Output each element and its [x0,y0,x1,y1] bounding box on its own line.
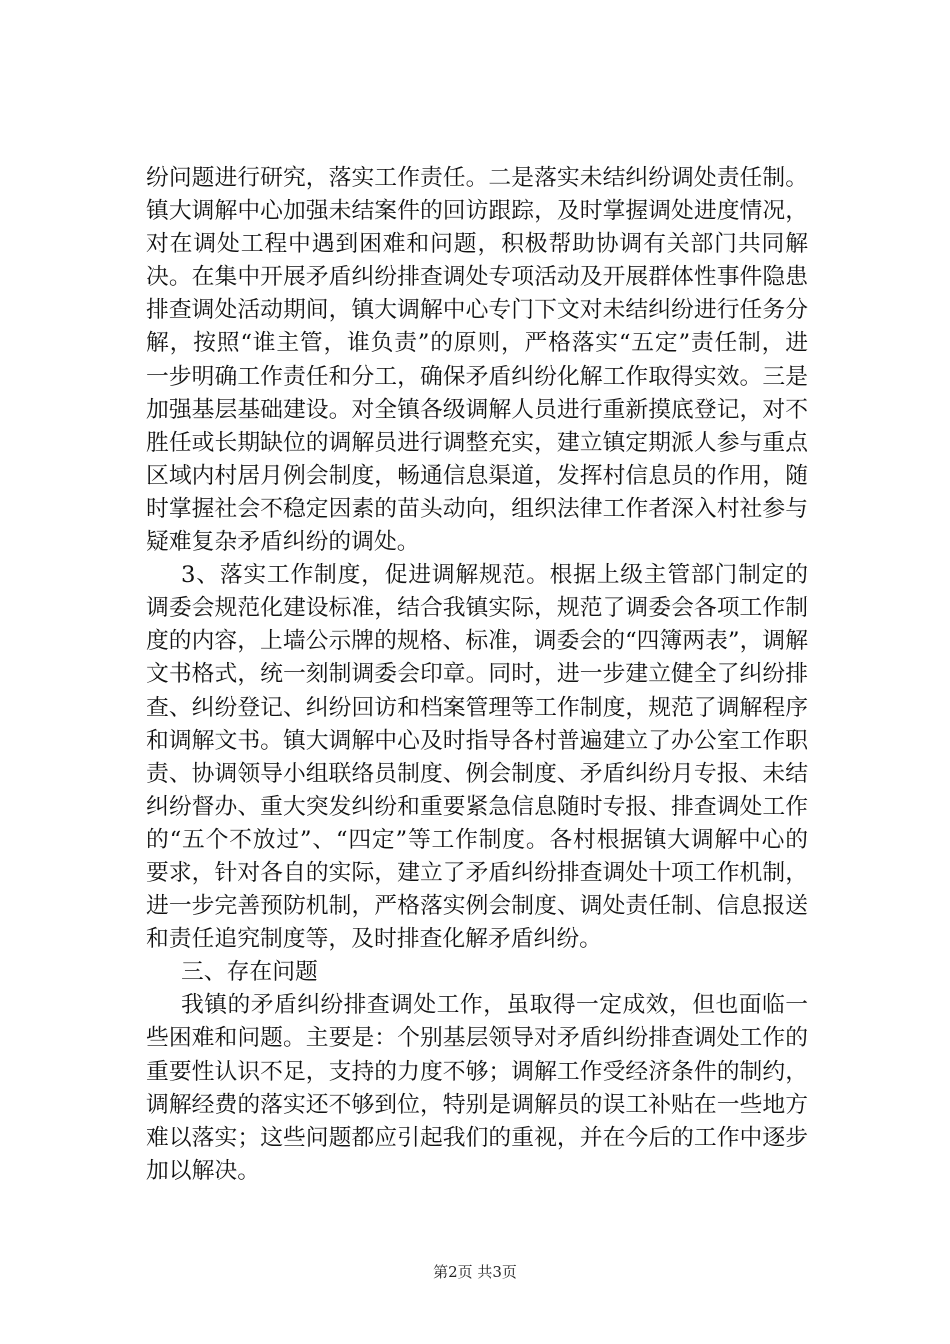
section-heading-problems: 三、存在问题 [181,959,318,986]
document-body [146,162,808,1188]
paragraph-work-system: 3、落实工作制度，促进调解规范。根据上级主管部门制定的调委会规范化建设标准，结合我镇实际，规范了调委会各项工作制度的内容，上墙公示牌的规格、标准，调委会的“四簿两表”，调解文书格式，统一刻制调委会印章。同时，进一步建立健全了纠纷排查、纠纷登记、纠纷回访和档案管理等工作制度，规范了调解程序和调解文书。镇大调解中心及时指导各村普遍建立了办公室工作职责、协调领导小组联络员制度、例会制度、矛盾纠纷月专报、未结纠纷督办、重大突发纠纷和重要紧急信息随时专报、排查调处工作的“五个不放过”、“四定”等工作制度。各村根据镇大调解中心的要求，针对各自的实际，建立了矛盾纠纷排查调处十项工作机制，进一步完善预防机制，严格落实例会制度、调处责任制、信息报送和责任追究制度等，及时排查化解矛盾纠纷。 [146,562,808,953]
paragraph-problems: 我镇的矛盾纠纷排查调处工作，虽取得一定成效，但也面临一些困难和问题。主要是：个别基层领导对矛盾纠纷排查调处工作的重要性认识不足，支持的力度不够；调解工作受经济条件的制约，调解经费的落实还不够到位，特别是调解员的误工补贴在一些地方难以落实；这些问题都应引起我们的重视，并在今后的工作中逐步加以解决。 [146,992,808,1184]
page-footer [0,1262,950,1282]
paragraph-continued: 纷问题进行研究，落实工作责任。二是落实未结纠纷调处责任制。镇大调解中心加强未结案件的回访跟踪，及时掌握调处进度情况，对在调处工程中遇到困难和问题，积极帮助协调有关部门共同解决。在集中开展矛盾纠纷排查调处专项活动及开展群体性事件隐患排查调处活动期间，镇大调解中心专门下文对未结纠纷进行任务分解，按照“谁主管，谁负责”的原则，严格落实“五定”责任制，进一步明确工作责任和分工，确保矛盾纠纷化解工作取得实效。三是加强基层基础建设。对全镇各级调解人员进行重新摸底登记，对不胜任或长期缺位的调解员进行调整充实，建立镇定期派人参与重点区域内村居月例会制度，畅通信息渠道，发挥村信息员的作用，随时掌握社会不稳定因素的苗头动向，组织法律工作者深入村社参与疑难复杂矛盾纠纷的调处。 [146,165,808,556]
page-number: 第2页 共3页 [433,1263,517,1281]
